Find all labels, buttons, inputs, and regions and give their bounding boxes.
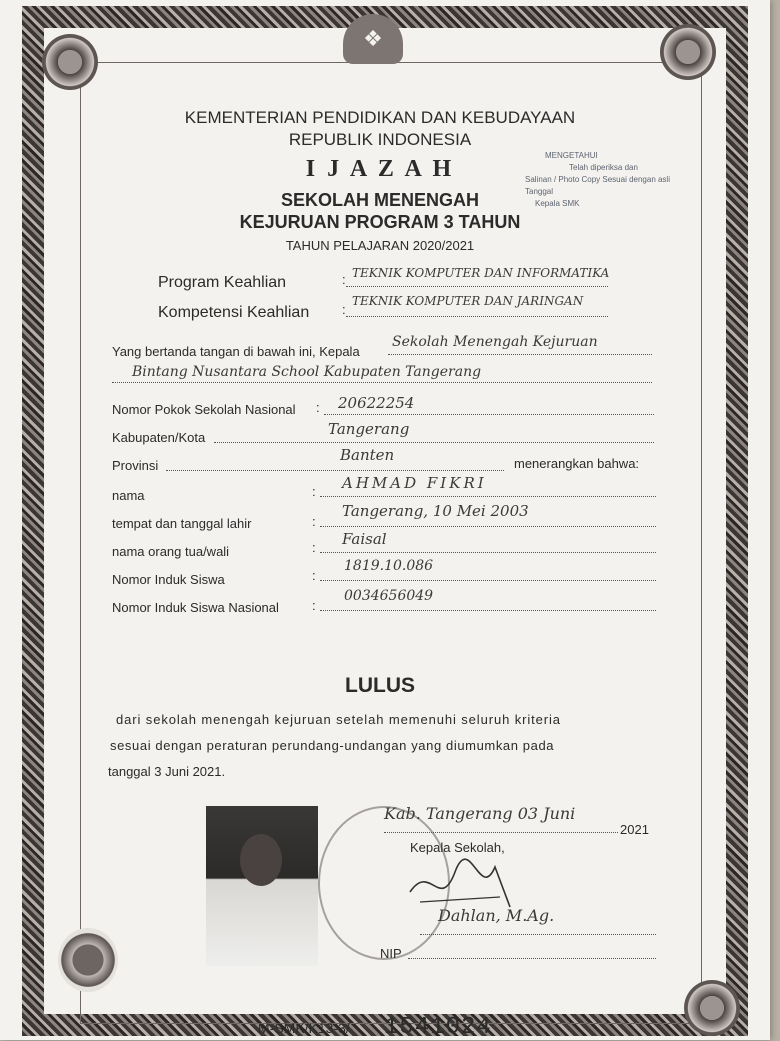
program-separator: : <box>342 272 346 287</box>
student-name-label: nama <box>112 488 145 503</box>
signature-scribble <box>400 852 520 922</box>
competence-separator: : <box>342 302 346 317</box>
kabupaten-value: Tangerang <box>328 420 410 438</box>
doc-title: I J A Z A H <box>305 156 455 182</box>
birth-label: tempat dan tanggal lahir <box>112 516 252 531</box>
nisn-label: Nomor Induk Siswa Nasional <box>112 600 279 615</box>
provinsi-value: Banten <box>340 446 395 464</box>
nisn-value: 0034656049 <box>344 588 434 604</box>
separator: : <box>312 598 316 613</box>
npsn-value: 20622254 <box>338 394 415 412</box>
corner-ornament-top-left <box>42 34 98 90</box>
dotted-line <box>320 552 656 553</box>
garuda-emblem-icon: ❖ <box>343 14 403 64</box>
program-value: TEKNIK KOMPUTER DAN INFORMATIKA <box>352 266 610 280</box>
legalization-stamp <box>525 150 685 230</box>
separator: : <box>312 514 316 529</box>
declares-text: menerangkan bahwa: <box>514 456 640 471</box>
academic-year: TAHUN PELAJARAN 2020/2021 <box>285 238 475 253</box>
stamp-line: MENGETAHUI <box>545 151 598 160</box>
school-type-line2: KEJURUAN PROGRAM 3 TAHUN <box>239 212 521 232</box>
intro-text: Yang bertanda tangan di bawah ini, Kepala <box>112 344 360 359</box>
competence-dotted-line <box>346 316 608 317</box>
dotted-line <box>320 610 656 611</box>
form-code: M-SMK/K13-3/ <box>258 1020 350 1036</box>
stamp-line: Salinan / Photo Copy Sesuai dengan asli <box>525 175 670 184</box>
signature-place-date: Kab. Tangerang 03 Juni <box>384 804 576 823</box>
student-photo <box>206 806 318 966</box>
nip-label: NIP <box>380 946 402 961</box>
dotted-line <box>408 958 656 959</box>
serial-number: 1541024 <box>384 1014 492 1041</box>
signature-year: 2021 <box>620 822 649 837</box>
school-name-line2: Bintang Nusantara School Kabupaten Tangerang <box>132 364 482 380</box>
dotted-line <box>320 496 656 497</box>
separator: : <box>312 484 316 499</box>
kabupaten-label: Kabupaten/Kota <box>112 430 206 445</box>
program-dotted-line <box>346 286 608 287</box>
dotted-line <box>320 580 656 581</box>
competence-value: TEKNIK KOMPUTER DAN JARINGAN <box>352 294 584 308</box>
stamp-line: Tanggal <box>525 187 554 196</box>
ministry-heading: KEMENTERIAN PENDIDIKAN DAN KEBUDAYAAN <box>184 108 576 127</box>
stamp-line: Kepala SMK <box>535 199 580 208</box>
result-text-line3: tanggal 3 Juni 2021. <box>108 764 226 779</box>
headmaster-name: Dahlan, M.Ag. <box>438 906 555 925</box>
result-text-line1: dari sekolah menengah kejuruan setelah memenuhi seluruh kriteria <box>116 712 561 727</box>
nis-label: Nomor Induk Siswa <box>112 572 225 587</box>
corner-ornament-top-right <box>660 24 716 80</box>
npsn-label: Nomor Pokok Sekolah Nasional <box>112 402 296 417</box>
dotted-line <box>384 832 618 833</box>
competence-label: Kompetensi Keahlian <box>158 304 310 321</box>
result-status: LULUS <box>345 674 415 697</box>
corner-ornament-bottom-right <box>684 980 740 1036</box>
dotted-line <box>388 354 652 355</box>
nis-value: 1819.10.086 <box>344 558 434 574</box>
stamp-line: Telah diperiksa dan <box>569 163 638 172</box>
school-name-line1: Sekolah Menengah Kejuruan <box>392 334 598 350</box>
npsn-separator: : <box>316 400 320 415</box>
school-type-line1: SEKOLAH MENENGAH <box>280 190 479 210</box>
dotted-line <box>112 382 652 383</box>
dotted-line <box>320 526 656 527</box>
separator: : <box>312 568 316 583</box>
dotted-line <box>166 470 504 471</box>
student-name-value: AHMAD FIKRI <box>342 474 487 492</box>
dotted-line <box>420 934 656 935</box>
program-label: Program Keahlian <box>158 274 287 291</box>
dotted-line <box>324 414 654 415</box>
dotted-line <box>214 442 654 443</box>
provinsi-label: Provinsi <box>112 458 159 473</box>
parent-value: Faisal <box>342 530 387 548</box>
separator: : <box>312 540 316 555</box>
birth-value: Tangerang, 10 Mei 2003 <box>342 502 529 520</box>
result-text-line2: sesuai dengan peraturan perundang-undangan yang diumumkan pada <box>110 738 555 753</box>
ministry-logo-icon <box>58 928 118 992</box>
parent-label: nama orang tua/wali <box>112 544 230 559</box>
country-heading: REPUBLIK INDONESIA <box>288 130 472 149</box>
signature-title: Kepala Sekolah, <box>410 840 505 855</box>
student-face <box>240 834 282 886</box>
